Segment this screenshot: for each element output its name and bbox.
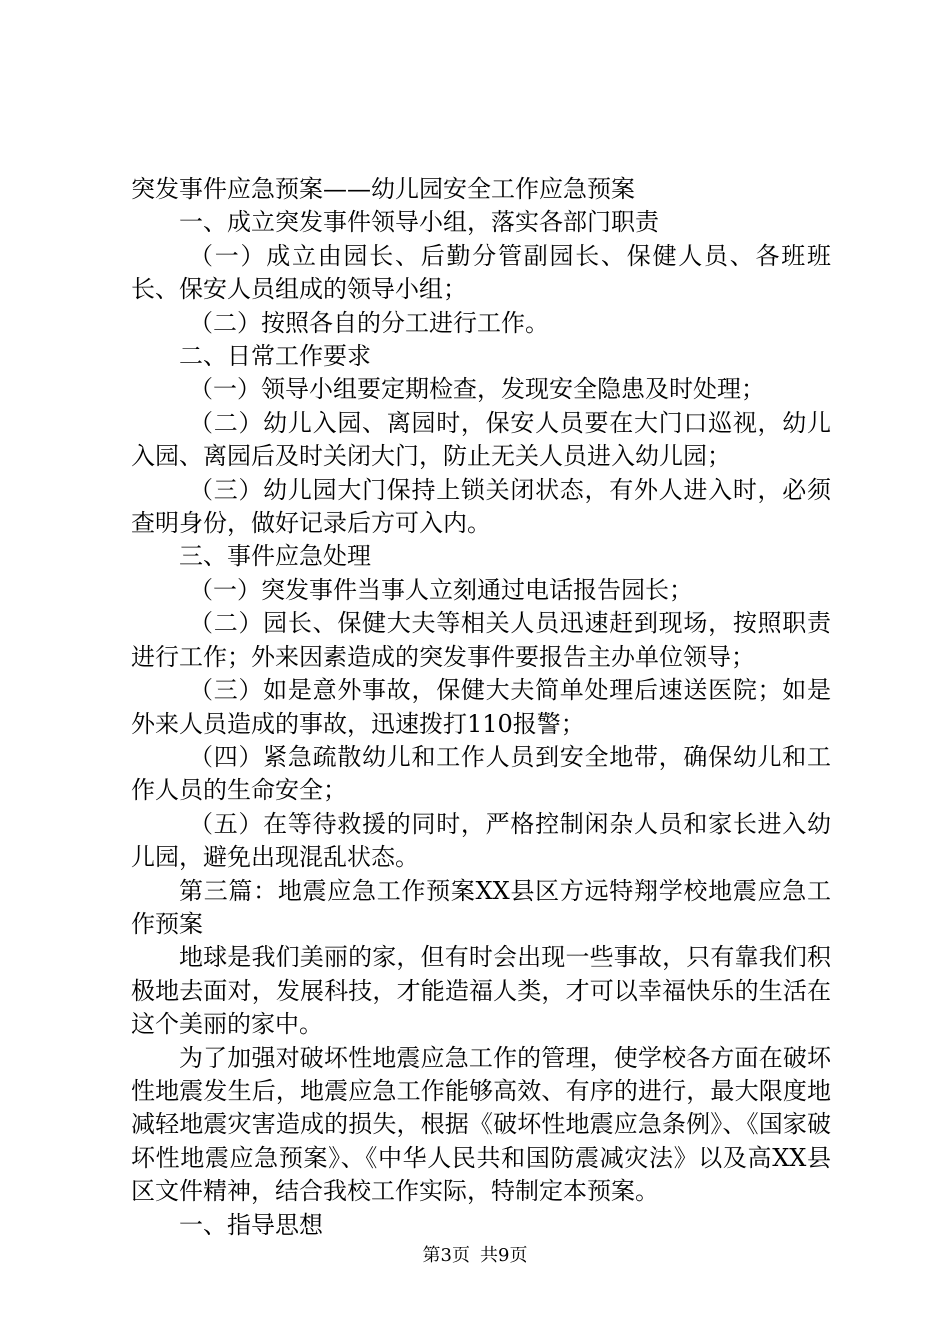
section-heading: 二、日常工作要求: [179, 342, 371, 371]
list-item: （一）突发事件当事人立刻通过电话报告园长；: [189, 575, 693, 604]
document-body: [131, 173, 831, 1242]
list-item: （二）幼儿入园、离园时，保安人员要在大门口巡视，幼儿入园、离园后及时关闭大门，防止无关人员进入幼儿园；: [131, 408, 831, 471]
list-item: （四）紧急疏散幼儿和工作人员到安全地带，确保幼儿和工作人员的生命安全；: [131, 742, 831, 805]
page-footer: [0, 1245, 950, 1267]
section-heading: 一、成立突发事件领导小组，落实各部门职责: [179, 208, 659, 237]
list-item: （二）按照各自的分工进行工作。: [189, 308, 549, 337]
list-item: （二）园长、保健大夫等相关人员迅速赶到现场，按照职责进行工作；外来因素造成的突发事件要报告主办单位领导；: [131, 609, 831, 671]
body-paragraph: 地球是我们美丽的家，但有时会出现一些事故，只有靠我们积极地去面对，发展科技，才能造福人类，才可以幸福快乐的生活在这个美丽的家中。: [131, 943, 831, 1039]
page-number: 第3页: [422, 1245, 470, 1266]
list-item: （三）幼儿园大门保持上锁关闭状态，有外人进入时，必须查明身份，做好记录后方可入内。: [131, 475, 831, 538]
list-item: （三）如是意外事故，保健大夫简单处理后速送医院；如是外来人员造成的事故，迅速拨打110报警；: [131, 676, 831, 738]
list-item: （五）在等待救援的同时，严格控制闲杂人员和家长进入幼儿园，避免出现混乱状态。: [131, 809, 831, 872]
list-item: （一）领导小组要定期检查，发现安全隐患及时处理；: [189, 375, 765, 404]
chapter-heading: 第三篇：地震应急工作预案XX县区方远特翔学校地震应急工作预案: [131, 876, 831, 938]
section-heading: 三、事件应急处理: [179, 542, 371, 571]
page-total: 共9页: [480, 1245, 528, 1266]
doc-title: 突发事件应急预案——幼儿园安全工作应急预案: [131, 175, 635, 203]
body-paragraph: 为了加强对破坏性地震应急工作的管理，使学校各方面在破坏性地震发生后，地震应急工作能够高效、有序的进行，最大限度地减轻地震灾害造成的损失，根据《破坏性地震应急条例》、《国家破坏性地震应急预案》、《中华人民共和国防震减灾法》以及高XX县区文件精神，结合我校工作实际，特制定本预案。: [131, 1043, 831, 1206]
section-heading: 一、指导思想: [179, 1210, 323, 1239]
list-item: （一）成立由园长、后勤分管副园长、保健人员、各班班长、保安人员组成的领导小组；: [131, 241, 831, 304]
